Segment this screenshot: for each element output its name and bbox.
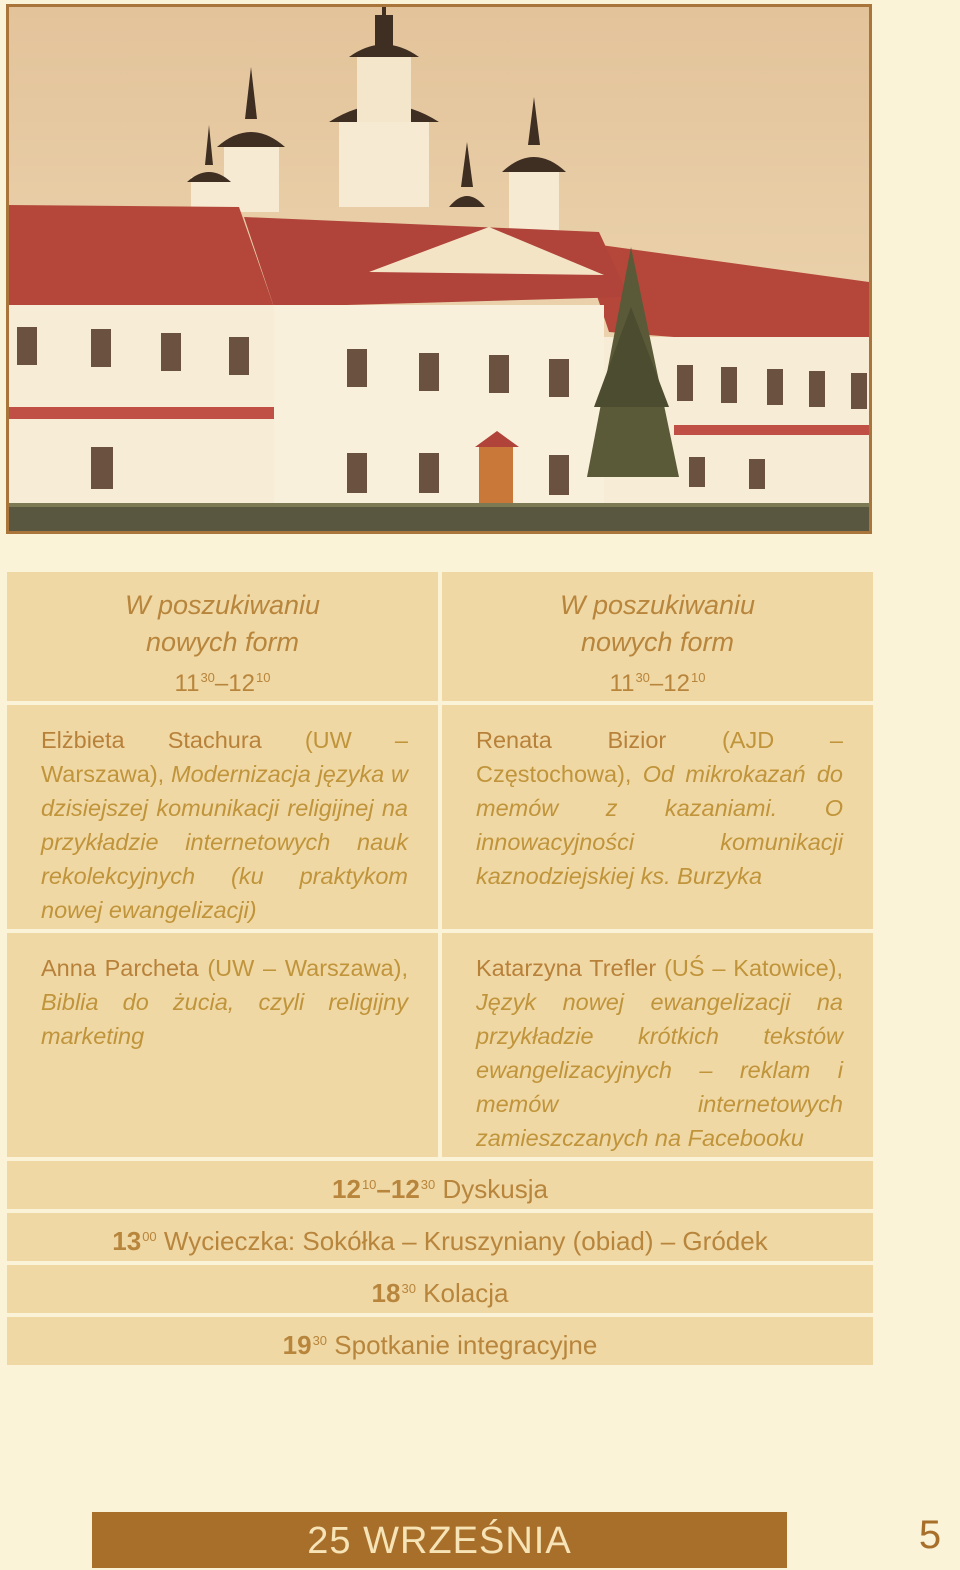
- talk-item: [7, 705, 438, 929]
- talk-item: [442, 705, 873, 929]
- talk-title: Modernizacja języka w dzisiejszej komunikacji religijnej na przykładzie internetowych nauk rekolekcyjnych (ku praktykom nowej ewangelizacji): [41, 761, 408, 923]
- agenda-row-trip: $13^{00}$ Wycieczka: Sokółka – Kruszyniany (obiad) – Gródek: [7, 1213, 873, 1261]
- session-time: $11^{30}-12^{10}$: [174, 670, 271, 697]
- date-banner: 25 WRZEŚNIA: [92, 1512, 787, 1568]
- talk-affiliation: (UW – Warszawa),: [41, 727, 408, 787]
- talk-title: Od mikrokazań do memów z kazaniami. O innowacyjności komunikacji kaznodziejskiej ks. Burzyka: [476, 761, 843, 889]
- talk-affiliation: (AJD – Częstochowa),: [476, 727, 843, 787]
- session-header-left: [7, 572, 438, 701]
- agenda-row-dinner: $18^{30}$ Kolacja: [7, 1265, 873, 1313]
- agenda-row-discussion: $12^{10}-12^{30}$ Dyskusja: [7, 1161, 873, 1209]
- page-number: 5: [918, 1513, 942, 1557]
- talk-affiliation: (UW – Warszawa),: [198, 955, 408, 981]
- talks-row-1: [7, 705, 873, 933]
- talks-row-2: [7, 933, 873, 1161]
- monastery-photo: [6, 4, 872, 534]
- session-header-row: [7, 572, 873, 705]
- session-title: W poszukiwaniu nowych form: [559, 590, 756, 657]
- talk-affiliation: (UŚ – Katowice),: [656, 955, 844, 981]
- agenda-row-meeting: $19^{30}$ Spotkanie integracyjne: [7, 1317, 873, 1365]
- session-time: $11^{30}-12^{10}$: [609, 670, 706, 697]
- talk-item: [442, 933, 873, 1157]
- talk-title: Biblia do żucia, czyli religijny marketing: [41, 989, 408, 1049]
- monastery-illustration: [9, 7, 869, 531]
- talk-speaker: Elżbieta Stachura: [41, 727, 262, 753]
- talk-speaker: Anna Parcheta: [41, 955, 199, 981]
- talk-title: Język nowej ewangelizacji na przykładzie krótkich tekstów ewangelizacyjnych – reklam i memów internetowych zamieszczanych na Facebooku: [476, 989, 843, 1151]
- session-header-right: [442, 572, 873, 701]
- talk-speaker: Renata Bizior: [476, 727, 667, 753]
- schedule-table: [7, 572, 873, 1369]
- session-title: W poszukiwaniu nowych form: [124, 590, 321, 657]
- talk-item: [7, 933, 438, 1157]
- talk-speaker: Katarzyna Trefler: [476, 955, 657, 981]
